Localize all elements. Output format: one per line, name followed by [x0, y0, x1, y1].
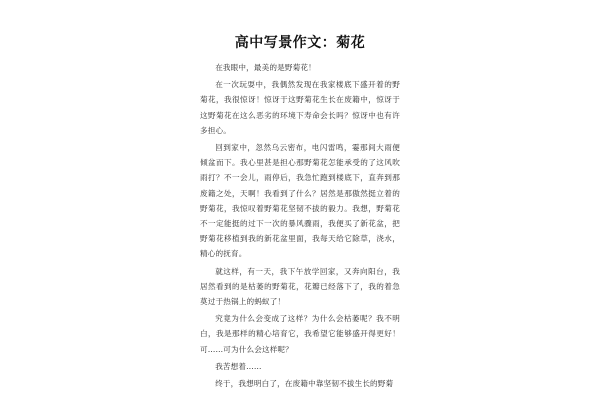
paragraph: 在一次玩耍中，我偶然发现在我家楼底下盛开着的野菊花，我很惊讶！惊讶于这野菊花生长在废籍中，惊讶于这野菊花在这么恶劣的环境下寿命会长吗？惊讶中也有许多担心。: [200, 80, 400, 135]
document-body: [200, 60, 400, 391]
paragraph: 在我眼中，最美的是野菊花！: [215, 63, 316, 72]
document-title: 高中写景作文：菊花: [234, 35, 366, 51]
paragraph: 回到家中，忽然乌云密布，电闪雷鸣，霎那间大雨便倾盆而下。我心里甚是担心那野菊花怎能承受的了这风吹雨打？不一会儿，雨停后，我急忙跑到楼底下，直奔到那废籍之处，天啊！我看到了什么？居然是那傲然挺立着的野菊花，我惊叹着野菊花坚韧不拔的毅力。我想，野菊花不一定能挺的过下一次的暴风骤雨，我便买了新花盆，把野菊花移植到我的新花盆里面，我每天给它除草，浇水，精心的抚育。: [200, 143, 400, 259]
paragraph: 我苦想着……: [215, 361, 262, 371]
paragraph: 究竟为什么会变成了这样？为什么会枯萎呢？我不明白，我是那样的精心培育它，我希望它能够盛开得更好！可……可为什么会这样呢？: [200, 314, 400, 354]
paragraph: 终于，我想明白了，在废籍中靠坚韧不拔生长的野菊: [215, 379, 394, 389]
paragraph: 就这样，有一天，我下午放学回家，又奔向阳台，我居然看到的是枯萎的野菊花，花瓣已经落下了，我的着急莫过于热锅上的蚂蚁了！: [200, 266, 400, 307]
